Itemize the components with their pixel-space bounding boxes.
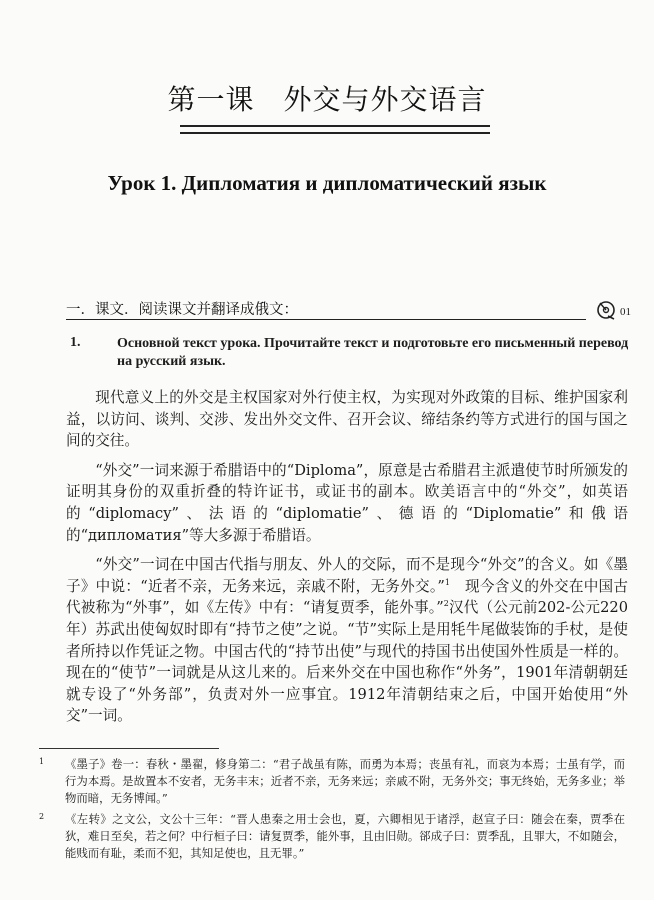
footnote-1 [39,756,625,807]
exercise-instruction: Основной текст урока. Прочитайте текст и подготовьте его письменный перевод на русский язык. [117,336,629,369]
footnote-ref-1[interactable]: 1 [444,577,450,587]
paragraph-1: 现代意义上的外交是主权国家对外行使主权，为实现对外政策的目标、维护国家利益，以访问、谈判、交涉、发出外交文件、召开会议、缔结条约等方式进行的国与国之间的交往。 [66,389,628,450]
footnote-ref-2[interactable]: 2 [443,599,449,609]
lesson-russian-title: Урок 1. Дипломатия и дипломатический язык [107,171,547,195]
footnote-text: 《左转》之文公，文公十三年：“晋人患秦之用士会也，夏，六卿相见于诸浮，赵宣子曰：随会在秦，贾季在狄，难日至矣，若之何？中行桓子曰：请复贾季，能外事，且由旧勋。郤成子曰：贾季乱，且罪大，不如随会，能贱而有耻，柔而不犯，其知足使也，且无罪。” [65,812,625,860]
paragraph-3-part-c: 汉代（公元前202-公元220年）苏武出使匈奴时即有“持节之使”之说。“节”实际上是用牦牛尾做装饰的手杖，是使者所持以作凭证之物。中国古代的“持节出使”与现代的持国书出使国外性质是一样的。现在的“使节”一词就是从这儿来的。后来外交在中国也称作“外务”，1901年清朝朝廷就专设了“外务部”，负责对外一应事宜。1912年清朝结束之后，中国开始使用“外交”一词。 [66,599,628,725]
section-label: 一．课文．阅读课文并翻译成俄文： [66,302,298,318]
footnote-mark: 1 [39,757,45,766]
footnote-2 [39,811,625,862]
section-underline [66,319,586,320]
footnotes [39,756,625,866]
paragraph-3-part-a: “外交”一词在中国古代指与朋友、外人的交际，而不是现今“外交”的含义。如《墨子》中说：“近者不亲，无务来远，亲戚不附，无务外交。” [66,556,628,595]
footnote-text: 《墨子》卷一：春秋・墨翟，修身第二：“君子战虽有陈，而勇为本焉；丧虽有礼，而哀为本焉；士虽有学，而行为本焉。是故置本不安者，无务丰末；近者不亲，无务来远；亲戚不附，无务外交；事无终始，无务多业；举物而暗，无务博闻。” [65,757,625,805]
exercise-number: 1. [70,335,81,350]
title-double-rule [180,125,490,134]
footnote-mark: 2 [39,812,45,821]
lesson-body-text [66,387,628,735]
audio-disc-icon [596,299,618,321]
lesson-chinese-title: 第一课 外交与外交语言 [167,83,487,116]
audio-track-number: 01 [620,306,631,318]
paragraph-2: “外交”一词来源于希腊语中的“Diploma”，原意是古希腊君主派遣使节时所颁发的证明其身份的双重折叠的特许证书，或证书的副本。欧美语言中的“外交”，如英语的“diplomacy”、法语的“diplomatie”、德语的“Diplomatie”和俄语的“дипломатия”等大多源于希腊语。 [66,461,628,544]
section-header [66,298,631,320]
paragraph-3 [66,554,628,727]
paragraph-3-part-b: 现今含义的外交在中国古代被称为“外事”，如《左传》中有：“请复贾季，能外事。” [66,577,628,617]
footnote-separator [39,748,219,749]
